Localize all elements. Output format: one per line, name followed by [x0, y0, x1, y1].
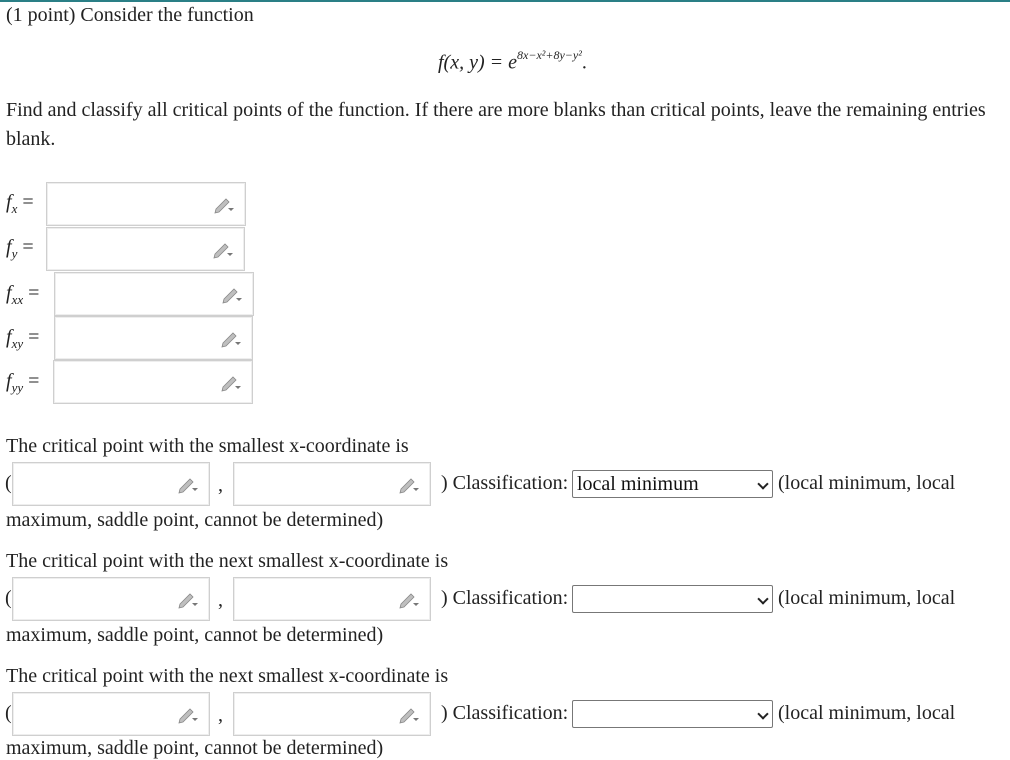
pencil-icon[interactable]	[221, 284, 243, 304]
chevron-down-icon[interactable]	[757, 478, 768, 489]
critical-point-1-heading: The critical point with the smallest x-coordinate is	[6, 435, 409, 457]
critical-point-3-y-input[interactable]	[233, 692, 431, 736]
classification-label: ) Classification:	[441, 702, 569, 724]
critical-point-2-heading: The critical point with the next smallest x-coordinate is	[6, 550, 449, 572]
instructions: Find and classify all critical points of the function. If there are more blanks than critical points, leave the remaining entries blank.	[6, 99, 986, 150]
open-paren: (	[5, 702, 12, 724]
critical-point-3-x-input[interactable]	[12, 692, 210, 736]
pencil-icon[interactable]	[220, 372, 242, 392]
open-paren: (	[5, 472, 12, 494]
open-paren: (	[5, 587, 12, 609]
pencil-icon[interactable]	[398, 474, 420, 494]
fxx-label: $f_{xx}$ =	[6, 282, 40, 307]
options-hint-line2: maximum, saddle point, cannot be determined)	[6, 737, 384, 759]
options-hint-line2: maximum, saddle point, cannot be determined)	[6, 624, 384, 646]
pencil-icon[interactable]	[177, 589, 199, 609]
pencil-icon[interactable]	[177, 704, 199, 724]
fxx-input[interactable]	[54, 272, 254, 316]
formula-lhs: f(x, y) = e	[438, 51, 518, 74]
pencil-icon[interactable]	[398, 704, 420, 724]
formula-exponent: 8x−x²+8y−y²	[517, 48, 582, 62]
critical-point-2-classification-select[interactable]	[572, 585, 773, 613]
critical-point-1-classification-select[interactable]	[572, 470, 773, 498]
fxy-label: $f_{xy}$ =	[6, 326, 40, 351]
pencil-icon[interactable]	[212, 239, 234, 259]
top-accent-bar	[0, 0, 1010, 2]
comma: ,	[218, 589, 223, 611]
pencil-icon[interactable]	[177, 474, 199, 494]
formula-end: .	[581, 51, 587, 74]
comma: ,	[218, 704, 223, 726]
fx-input[interactable]	[46, 182, 246, 226]
critical-point-1-y-input[interactable]	[233, 462, 431, 506]
critical-point-2-x-input[interactable]	[12, 577, 210, 621]
fyy-label: $f_{yy}$ =	[6, 370, 40, 395]
options-hint-line1: (local minimum, local	[778, 587, 956, 609]
options-hint-line1: (local minimum, local	[778, 472, 956, 494]
chevron-down-icon[interactable]	[757, 708, 768, 719]
fyy-input[interactable]	[53, 360, 253, 404]
chevron-down-icon[interactable]	[757, 593, 768, 604]
fy-input[interactable]	[46, 227, 245, 271]
pencil-icon[interactable]	[398, 589, 420, 609]
pencil-icon[interactable]	[213, 194, 235, 214]
critical-point-1-x-input[interactable]	[12, 462, 210, 506]
problem-intro: (1 point) Consider the function	[6, 4, 254, 26]
critical-point-3-heading: The critical point with the next smallest x-coordinate is	[6, 665, 449, 687]
fy-label: $f_y$ =	[6, 236, 34, 261]
classification-label: ) Classification:	[441, 472, 569, 494]
function-formula	[438, 50, 587, 75]
fxy-input[interactable]	[54, 316, 253, 360]
selected-value: local minimum	[577, 473, 699, 495]
options-hint-line2: maximum, saddle point, cannot be determined)	[6, 509, 384, 531]
critical-point-2-y-input[interactable]	[233, 577, 431, 621]
fx-label: $f_x$ =	[6, 191, 34, 216]
comma: ,	[218, 474, 223, 496]
options-hint-line1: (local minimum, local	[778, 702, 956, 724]
pencil-icon[interactable]	[220, 328, 242, 348]
classification-label: ) Classification:	[441, 587, 569, 609]
critical-point-3-classification-select[interactable]	[572, 700, 773, 728]
